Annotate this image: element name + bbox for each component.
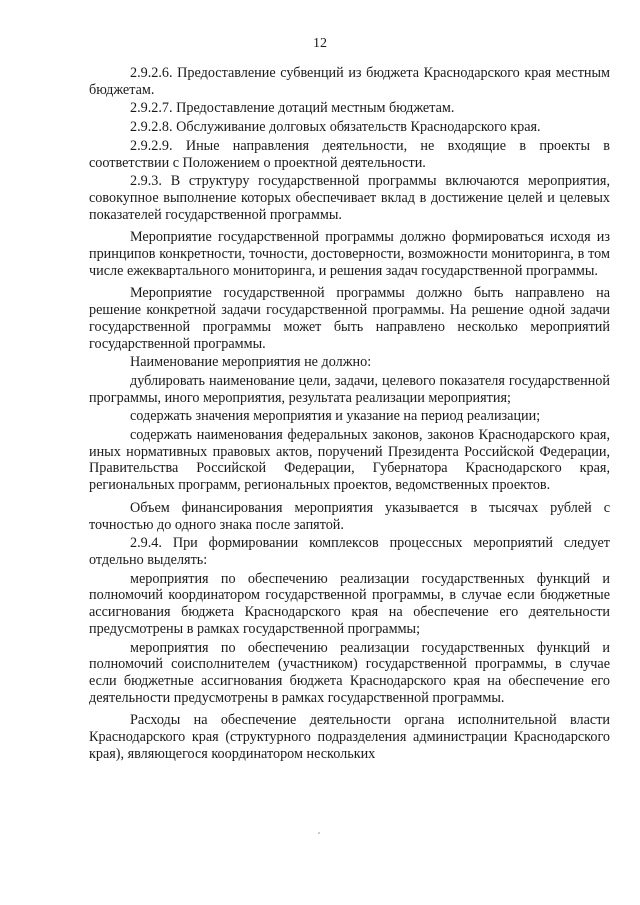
paragraph-2-9-2-8: 2.9.2.8. Обслуживание долговых обязательств Краснодарского края. — [130, 119, 541, 136]
paragraph-2-9-4: 2.9.4. При формировании комплексов процессных мероприятий следует отдельно выделять: — [89, 535, 610, 568]
list-item-values: содержать значения мероприятия и указание на период реализации; — [130, 408, 541, 425]
page-number: 12 — [313, 36, 327, 51]
paragraph-event-formation: Мероприятие государственной программы должно формироваться исходя из принципов конкретности, точности, достоверности, возможности мониторинга, в том числе ежеквартального мониторинга, и решения задач государственной программы. — [89, 229, 610, 279]
scan-speck — [318, 832, 320, 834]
paragraph-2-9-2-6: 2.9.2.6. Предоставление субвенций из бюджета Краснодарского края местным бюджетам. — [89, 65, 610, 98]
paragraph-expenses: Расходы на обеспечение деятельности органа исполнительной власти Краснодарского края (структурного подразделения администрации Краснодарского края), являющегося координатором нескольких — [89, 712, 610, 762]
document-body — [89, 65, 610, 764]
list-item-coexecutor: мероприятия по обеспечению реализации государственных функций и полномочий соисполнителем (участником) государственной программы, в случае если бюджетные ассигнования бюджета Краснодарского края на обеспечение его деятельности предусмотрены в рамках государственной программы. — [89, 639, 610, 706]
paragraph-2-9-2-7: 2.9.2.7. Предоставление дотаций местным бюджетам. — [130, 100, 455, 117]
list-item-names: содержать наименования федеральных законов, законов Краснодарского края, иных нормативных правовых актов, поручений Президента Российской Федерации, Правительства Российской Федерации, Губернатора Краснодарского края, региональных программ, региональных проектов, ведомственных проектов. — [89, 427, 610, 494]
paragraph-2-9-2-9: 2.9.2.9. Иные направления деятельности, не входящие в проекты в соответствии с Положением о проектной деятельности. — [89, 137, 610, 171]
paragraph-2-9-3: 2.9.3. В структуру государственной программы включаются мероприятия, совокупное выполнение которых обеспечивает вклад в достижение целей и целевых показателей государственной программы. — [89, 173, 610, 223]
list-item-coordinator: мероприятия по обеспечению реализации государственных функций и полномочий координатором государственной программы, в случае если бюджетные ассигнования бюджета Краснодарского края на обеспечение его деятельности предусмотрены в рамках государственной программы; — [89, 570, 610, 637]
paragraph-event-name-rules: Наименование мероприятия не должно: — [130, 354, 372, 371]
paragraph-event-direction: Мероприятие государственной программы должно быть направлено на решение конкретной задачи государственной программы. На решение одной задачи государственной программы может быть направлено несколько мероприятий государственной программы. — [89, 285, 610, 352]
paragraph-financing: Объем финансирования мероприятия указывается в тысячах рублей с точностью до одного знака после запятой. — [89, 499, 610, 533]
list-item-duplicate: дублировать наименование цели, задачи, целевого показателя государственной программы, иного мероприятия, результата реализации мероприятия; — [89, 372, 610, 406]
